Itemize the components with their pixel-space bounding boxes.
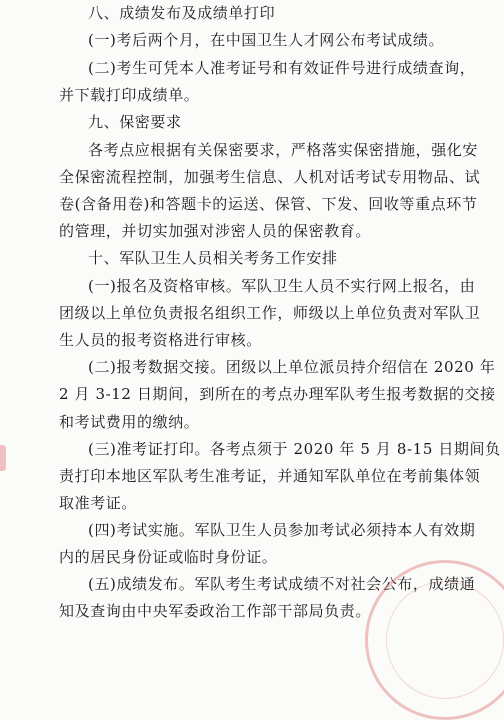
paragraph-line: 内的居民身份证或临时身份证。 — [59, 548, 278, 566]
paragraph-line: (二)考生可凭本人准考证号和有效证件号进行成绩查询， — [88, 59, 476, 77]
paragraph-line: 卷(含备用卷)和答题卡的运送、保管、下发、回收等重点环节 — [59, 195, 478, 213]
section-heading-8: 八、成绩发布及成绩单打印 — [88, 4, 276, 22]
paragraph-line: (五)成绩发布。军队考生考试成绩不对社会公布，成绩通 — [88, 575, 476, 593]
section-heading-9: 九、保密要求 — [88, 113, 182, 131]
paragraph-line: 生人员的报考资格进行审核。 — [59, 331, 262, 349]
paragraph-line: (一)考后两个月，在中国卫生人才网公布考试成绩。 — [88, 31, 445, 49]
paragraph-line: 团级以上单位负责报名组织工作，师级以上单位负责对军队卫 — [59, 304, 481, 322]
paragraph-line: 和考试费用的缴纳。 — [59, 413, 200, 431]
paragraph-line: 全保密流程控制，加强考生信息、人机对话考试专用物品、试 — [59, 168, 481, 186]
paragraph-line: 知及查询由中央军委政治工作部干部局负责。 — [59, 602, 372, 620]
paragraph-line: 各考点应根据有关保密要求，严格落实保密措施，强化安 — [88, 141, 479, 159]
seal-edge-mark — [0, 445, 6, 471]
paragraph-line: (三)准考证打印。各考点须于 2020 年 5 月 8-15 日期间负 — [88, 440, 501, 458]
paragraph-line: 并下载打印成绩单。 — [59, 86, 200, 104]
paragraph-line: 的管理，并切实加强对涉密人员的保密教育。 — [59, 222, 372, 240]
paragraph-line: (四)考试实施。军队卫生人员参加考试必须持本人有效期 — [88, 521, 476, 539]
section-heading-10: 十、军队卫生人员相关考务工作安排 — [88, 249, 338, 267]
paragraph-line: 取准考证。 — [59, 494, 138, 512]
paragraph-line: (一)报名及资格审核。军队卫生人员不实行网上报名，由 — [88, 277, 476, 295]
paragraph-line: 责打印本地区军队考生准考证，并通知军队单位在考前集体领 — [59, 467, 481, 485]
paragraph-line: 2 月 3-12 日期间，到所在的考点办理军队考生报考数据的交接 — [59, 385, 496, 403]
paragraph-line: (二)报考数据交接。团级以上单位派员持介绍信在 2020 年 — [88, 358, 496, 376]
